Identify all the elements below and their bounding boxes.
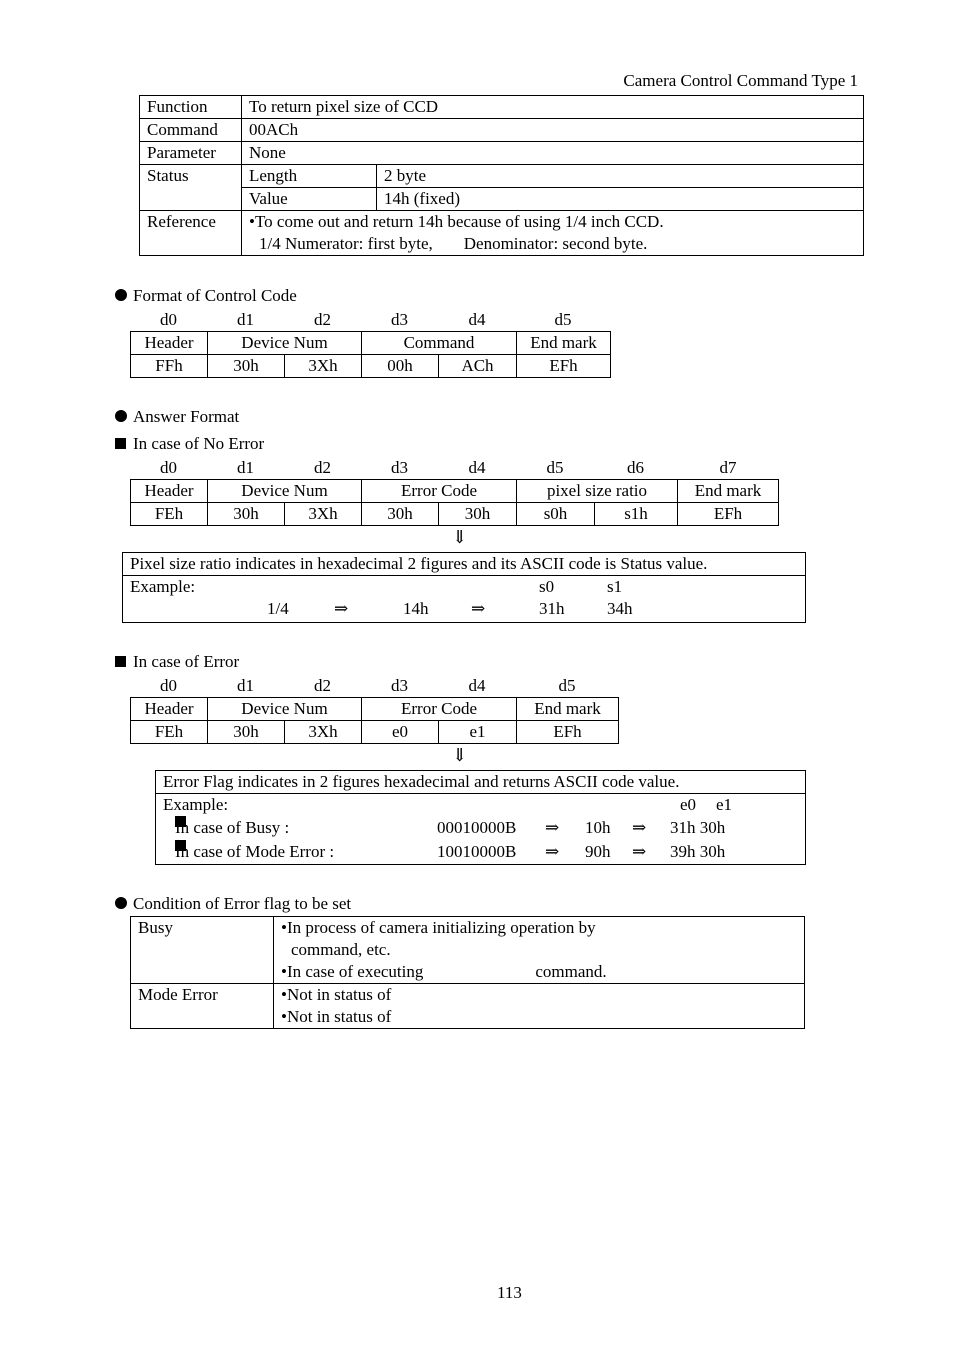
error-d-labels <box>130 676 618 698</box>
d-label: d4 <box>468 310 486 329</box>
d-label: d3 <box>391 310 408 329</box>
status-label: Status <box>140 165 242 211</box>
error-value-cell: FEh <box>131 721 208 744</box>
no-error-value-cell: EFh <box>678 503 779 526</box>
format-d-labels <box>130 310 610 332</box>
d-label: d3 <box>391 458 408 477</box>
busy-ascii: 31h 30h <box>670 818 726 837</box>
example-hex: 14h <box>403 599 429 618</box>
parameter-label: Parameter <box>140 142 242 165</box>
error-table <box>130 697 619 744</box>
page-header-title: Camera Control Command Type 1 <box>623 71 858 90</box>
busy-hex: 10h <box>585 818 611 837</box>
bullet-circle-icon <box>115 410 127 422</box>
d-label: d6 <box>627 458 644 477</box>
reference-line-1: •To come out and return 14h because of using 1/4 inch CCD. <box>249 212 664 231</box>
e0-label: e0 <box>680 795 697 814</box>
error-flag-note-box: Error Flag indicates in 2 figures hexadecimal and returns ASCII code value. Example: e0 e1 In case of Busy : 00010000B ⇒ 10h ⇒ 31h 30h In case of Mode Error : 10010000B ⇒ 90h ⇒ 39h 30h <box>155 770 806 865</box>
no-error-value-cell: 30h <box>439 503 517 526</box>
no-error-d-labels <box>130 458 779 480</box>
parameter-value: None <box>242 142 864 165</box>
right-arrow-icon: ⇒ <box>632 842 647 861</box>
format-value-cell: EFh <box>517 355 611 378</box>
s1-label: s1 <box>607 577 623 596</box>
error-title-text: In case of Error <box>133 652 240 671</box>
function-label: Function <box>140 96 242 119</box>
busy-condition-line: •In process of camera initializing operation by <box>281 918 596 937</box>
answer-section-title <box>115 407 239 427</box>
no-error-value-cell: s0h <box>517 503 595 526</box>
mode-error-ascii: 39h 30h <box>670 842 726 861</box>
mode-error-conditions <box>274 984 805 1029</box>
answer-title-text: Answer Format <box>133 407 240 426</box>
mode-error-label: Mode Error <box>131 984 274 1029</box>
d-label: d2 <box>314 458 331 477</box>
mode-error-binary: 10010000B <box>437 842 517 861</box>
no-error-header-cell: End mark <box>678 480 779 503</box>
busy-condition-line: command, etc. <box>291 940 391 959</box>
reference-line-2 <box>249 233 856 255</box>
command-value: 00ACh <box>242 119 864 142</box>
no-error-header-cell: Error Code <box>362 480 517 503</box>
format-header-cell: Device Num <box>208 332 362 355</box>
pixel-ratio-note: Pixel size ratio indicates in hexadecimal 2 figures and its ASCII code is Status value. <box>130 554 708 573</box>
no-error-value-cell: 30h <box>362 503 439 526</box>
error-value-cell: e0 <box>362 721 439 744</box>
error-value-cell: e1 <box>439 721 517 744</box>
right-arrow-icon: ⇒ <box>545 818 560 837</box>
reference-text <box>242 211 864 256</box>
e1-label: e1 <box>716 795 733 814</box>
error-flag-note: Error Flag indicates in 2 figures hexadecimal and returns ASCII code value. <box>163 772 680 791</box>
no-error-title-text: In case of No Error <box>133 434 265 453</box>
d-label: d0 <box>160 310 177 329</box>
no-error-title <box>115 434 264 454</box>
down-arrow-icon: ⇓ <box>452 527 468 547</box>
reference-label: Reference <box>140 211 242 256</box>
format-value-cell: 00h <box>362 355 439 378</box>
busy-conditions <box>274 917 805 984</box>
command-label: Command <box>140 119 242 142</box>
page-number: 113 <box>497 1283 522 1302</box>
d-label: d0 <box>160 676 177 695</box>
right-arrow-icon: ⇒ <box>545 842 560 861</box>
length-value: 2 byte <box>377 165 864 188</box>
right-arrow-icon: ⇒ <box>334 599 349 618</box>
example-ratio: 1/4 <box>267 599 289 618</box>
d-label: d0 <box>160 458 177 477</box>
error-value-cell: 3Xh <box>285 721 362 744</box>
d-label: d5 <box>554 310 572 329</box>
format-value-cell: 3Xh <box>285 355 362 378</box>
reference-numerator: 1/4 Numerator: first byte, <box>259 234 433 253</box>
d-label: d5 <box>558 676 576 695</box>
down-arrow-icon: ⇓ <box>452 745 468 765</box>
bullet-square-icon <box>115 438 126 449</box>
no-error-header-cell: Device Num <box>208 480 362 503</box>
d-label: d3 <box>391 676 408 695</box>
error-value-cell: 30h <box>208 721 285 744</box>
bullet-circle-icon <box>115 289 127 301</box>
example-label: Example: <box>130 577 196 596</box>
format-title-text: Format of Control Code <box>133 286 297 305</box>
d-label: d1 <box>237 676 254 695</box>
no-error-value-cell: 30h <box>208 503 285 526</box>
error-header-cell: Device Num <box>208 698 362 721</box>
function-value: To return pixel size of CCD <box>242 96 864 119</box>
error-title <box>115 652 239 672</box>
d-label: d5 <box>546 458 564 477</box>
format-header-cell: Command <box>362 332 517 355</box>
error-header-cell: End mark <box>517 698 619 721</box>
no-error-header-cell: pixel size ratio <box>517 480 678 503</box>
busy-label: Busy <box>131 917 274 984</box>
d-label: d1 <box>237 458 254 477</box>
right-arrow-icon: ⇒ <box>632 818 647 837</box>
example-label: Example: <box>163 795 229 814</box>
value-value: 14h (fixed) <box>377 188 864 211</box>
example-ascii-s1: 34h <box>607 599 633 618</box>
no-error-value-cell: FEh <box>131 503 208 526</box>
bullet-circle-icon <box>115 897 127 909</box>
error-value-cell: EFh <box>517 721 619 744</box>
bullet-square-icon <box>115 656 126 667</box>
no-error-value-cell: 3Xh <box>285 503 362 526</box>
d-label: d7 <box>719 458 737 477</box>
format-value-cell: ACh <box>439 355 517 378</box>
example-ascii-s0: 31h <box>539 599 565 618</box>
mode-error-hex: 90h <box>585 842 611 861</box>
error-condition-table <box>130 916 805 1029</box>
command-spec-table <box>139 95 864 256</box>
d-label: d1 <box>237 310 254 329</box>
no-error-value-cell: s1h <box>595 503 678 526</box>
format-value-cell: 30h <box>208 355 285 378</box>
format-header-cell: Header <box>131 332 208 355</box>
d-label: d4 <box>468 458 486 477</box>
condition-section-title <box>115 894 351 914</box>
format-section-title <box>115 286 297 306</box>
format-header-cell: End mark <box>517 332 611 355</box>
s0-label: s0 <box>539 577 555 596</box>
right-arrow-icon: ⇒ <box>471 599 486 618</box>
error-header-cell: Header <box>131 698 208 721</box>
value-label: Value <box>242 188 377 211</box>
length-label: Length <box>242 165 377 188</box>
no-error-table <box>130 479 779 526</box>
no-error-header-cell: Header <box>131 480 208 503</box>
d-label: d2 <box>314 310 331 329</box>
mode-error-condition-line: •Not in status of <box>281 1007 392 1026</box>
busy-binary: 00010000B <box>437 818 517 837</box>
busy-condition-line: •In case of executing command. <box>281 962 607 981</box>
reference-denominator: Denominator: second byte. <box>463 234 648 253</box>
format-value-cell: FFh <box>131 355 208 378</box>
d-label: d2 <box>314 676 331 695</box>
mode-error-condition-line: •Not in status of <box>281 985 392 1004</box>
d-label: d4 <box>468 676 486 695</box>
error-header-cell: Error Code <box>362 698 517 721</box>
condition-title-text: Condition of Error flag to be set <box>133 894 352 913</box>
pixel-ratio-note-box <box>122 552 806 623</box>
format-table <box>130 331 611 378</box>
